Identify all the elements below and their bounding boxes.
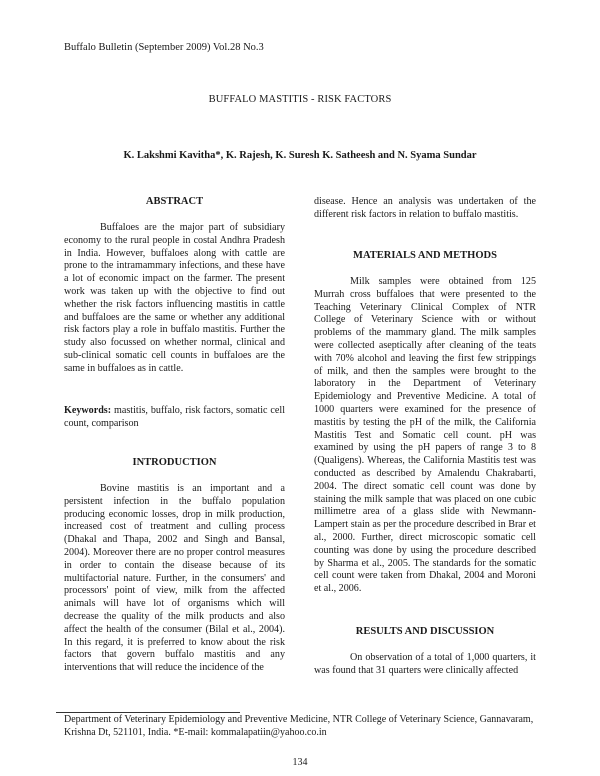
- introduction-body: [64, 483, 285, 675]
- abstract-text: Buffaloes are the major part of subsidiary economy to the rural people in costal Andhra Pradesh in India. However, buffaloes along with cattle are prone to the intramammary infections, and these have a lot of economic impact on the farmer. The present work was taken up with the objective to find out whether the risk factors influencing mastitis in cattle and buffaloes are the same or whether any additional risk factors play a role in buffalo mastitis. Further the study also focussed on whether normal, clinical and sub-clinical somatic cell counts in buffaloes are the same in buffaloes as in cattle.: [64, 222, 285, 374]
- materials-heading: MATERIALS AND METHODS: [353, 250, 497, 261]
- introduction-text: Bovine mastitis is an important and a persistent infection in the buffalo population producing economic losses, drop in milk production, increased cost of treatment and culling process (Dhakal and Thapa, 2002 and Singh and Bansal, 2004). Moreover there are no proper control measures in order to contain the disease because of its multifactorial nature. Further, in the consumers' and processors' point of view, milk from the affected animals will have lot of organisms which will decrease the quality of the milk products and also affect the health of the consumer (Bilal et al., 2004). In this regard, it is preferred to know about the risk factors that govern buffalo mastitis and any interventions that will reduce the incidence of the: [64, 483, 285, 674]
- materials-text: Milk samples were obtained from 125 Murrah cross buffaloes that were presented to the Teaching Veterinary Clinical Complex of NTR College of Veterinary Science with or without problems of the mammary gland. The milk samples were collected aseptically after cleaning of the teats with 70% alcohol and leaving the first few strippings of milk, and then the samples were brought to the laboratory in the Department of Veterinary Epidemiology and Preventive Medicine. A total of 1000 quarters were examined for the presence of mastitis by testing the pH of the milk, the California Mastitis Test and Somatic cell count. pH was examined by using the pH papers of range 3 to 8 (Qualigens). Whereas, the California Mastitis test was conducted as described by Amalendu Chakrabarti, 2004. The direct somatic cell count was done by staining the milk sample that was placed on one cubic millimetre area of a glass slide with Newmann-Lampert stain as per the procedure described in Brar et al., 2000. Further, direct microscopic somatic cell counting was done by using the procedure described by Sharma et al., 2005. The standards for the somatic cell count were taken from Dhakal, 2004 and Moroni et al., 2006.: [314, 276, 536, 595]
- author-list: K. Lakshmi Kavitha*, K. Rajesh, K. Suresh K. Satheesh and N. Syama Sundar: [123, 150, 477, 161]
- footnote-rule: [56, 712, 240, 713]
- keywords-label: Keywords:: [64, 405, 112, 416]
- journal-header: Buffalo Bulletin (September 2009) Vol.28 No.3: [64, 42, 264, 53]
- results-heading: RESULTS AND DISCUSSION: [355, 626, 495, 637]
- abstract-body: [64, 222, 285, 376]
- materials-body: [314, 276, 536, 596]
- abstract-heading: ABSTRACT: [145, 196, 204, 207]
- results-body: [314, 652, 536, 678]
- paper-title: BUFFALO MASTITIS - RISK FACTORS: [208, 94, 392, 105]
- introduction-heading: INTRODUCTION: [132, 457, 217, 468]
- intro-continued-text: disease. Hence an analysis was undertaken of the different risk factors in relation to buffalo mastitis.: [314, 196, 536, 220]
- affiliation-footnote: Department of Veterinary Epidemiology and Preventive Medicine, NTR College of Veterinary Science, Gannavaram, Krishna Dt, 521101, India. *E-mail: kommalapatiin@yahoo.co.in: [64, 714, 534, 738]
- keywords-text: mastitis, buffalo, risk factors, somatic cell count, comparison: [64, 405, 286, 429]
- results-text: On observation of a total of 1,000 quarters, it was found that 31 quarters were clinically affected: [314, 652, 536, 676]
- keywords-block: [64, 405, 285, 431]
- intro-continued: [314, 196, 536, 222]
- page-number: 134: [292, 757, 308, 768]
